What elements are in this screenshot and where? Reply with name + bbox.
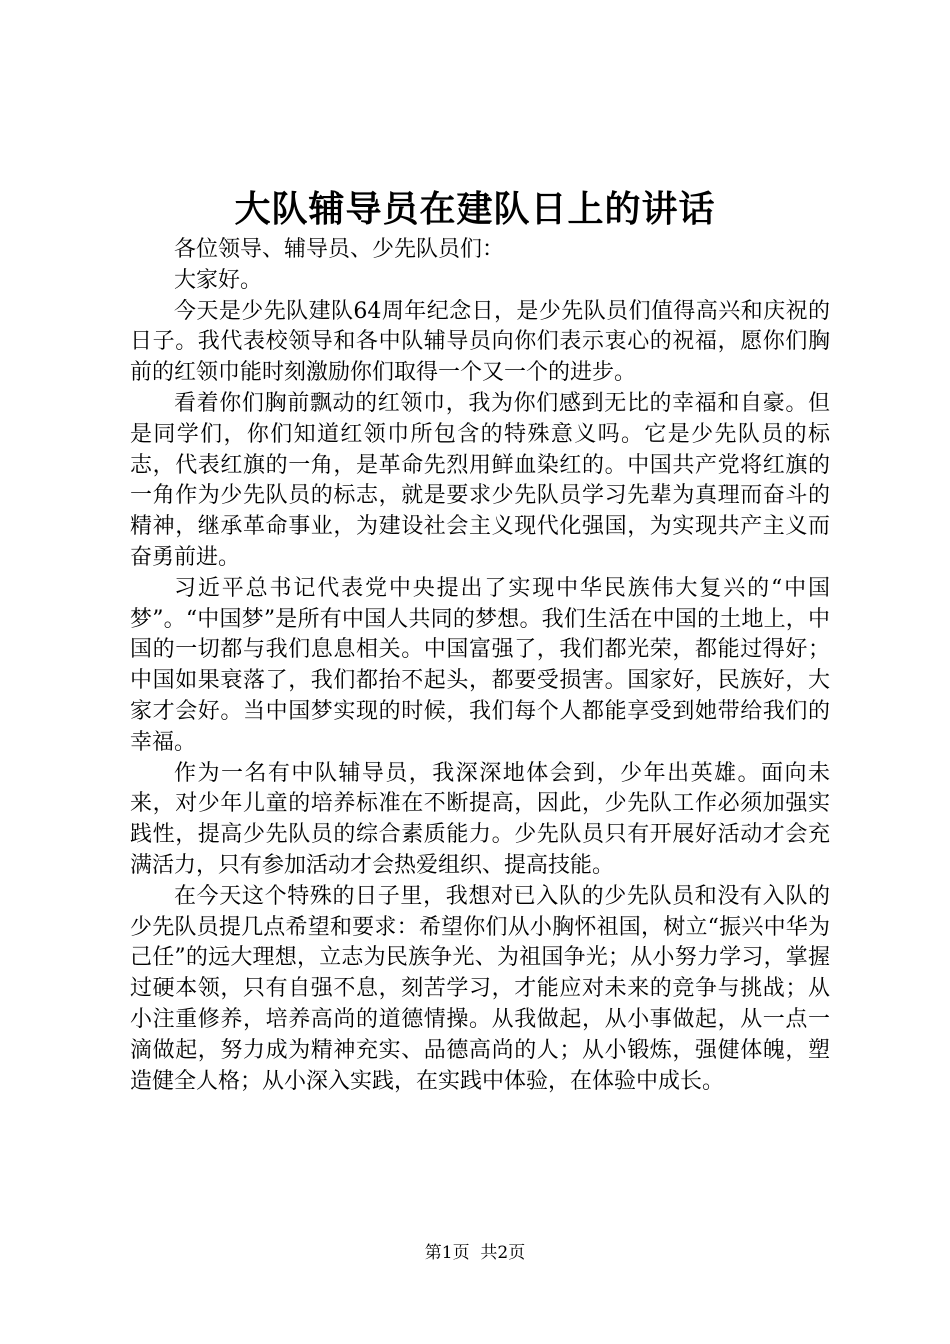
salutation-paragraph: 各位领导、辅导员、少先队员们： — [174, 237, 505, 262]
body-paragraph: 看着你们胸前飘动的红领巾，我为你们感到无比的幸福和自豪。但是同学们，你们知道红领巾所包含的特殊意义吗。它是少先队员的标志，代表红旗的一角，是革命先烈用鲜血染红的。中国共产党将红旗的一角作为少先队员的标志，就是要求少先队员学习先辈为真理而奋斗的精神，继承革命事业，为建设社会主义现代化强国，为实现共产主义而奋勇前进。 — [130, 390, 830, 570]
body-paragraph: 作为一名有中队辅导员，我深深地体会到，少年出英雄。面向未来，对少年儿童的培养标准在不断提高，因此，少先队工作必须加强实践性，提高少先队员的综合素质能力。少先队员只有开展好活动才会充满活力，只有参加活动才会热爱组织、提高技能。 — [130, 760, 830, 878]
greeting-paragraph: 大家好。 — [174, 267, 263, 293]
body-paragraph: 今天是少先队建队64周年纪念日，是少先队员们值得高兴和庆祝的日子。我代表校领导和各中队辅导员向你们表示衷心的祝福，愿你们胸前的红领巾能时刻激励你们取得一个又一个的进步。 — [130, 298, 830, 386]
document-title: 大队辅导员在建队日上的讲话 — [234, 188, 716, 230]
body-paragraph: 习近平总书记代表党中央提出了实现中华民族伟大复兴的“中国梦”。“中国梦”是所有中国人共同的梦想。我们生活在中国的土地上，中国的一切都与我们息息相关。中国富强了，我们都光荣，都能过得好；中国如果衰落了，我们都抬不起头，都要受损害。国家好，民族好，大家才会好。当中国梦实现的时候，我们每个人都能享受到她带给我们的幸福。 — [130, 575, 830, 755]
page-number-footer: 第1页 共2页 — [424, 1243, 526, 1263]
body-paragraph: 在今天这个特殊的日子里，我想对已入队的少先队员和没有入队的少先队员提几点希望和要求：希望你们从小胸怀祖国，树立“振兴中华为己任”的远大理想，立志为民族争光、为祖国争光；从小努力学习，掌握过硬本领，只有自强不息，刻苦学习，才能应对未来的竞争与挑战；从小注重修养，培养高尚的道德情操。从我做起，从小事做起，从一点一滴做起，努力成为精神充实、品德高尚的人；从小锻炼，强健体魄，塑造健全人格；从小深入实践，在实践中体验，在体验中成长。 — [130, 883, 830, 1094]
document-body — [130, 235, 830, 1097]
